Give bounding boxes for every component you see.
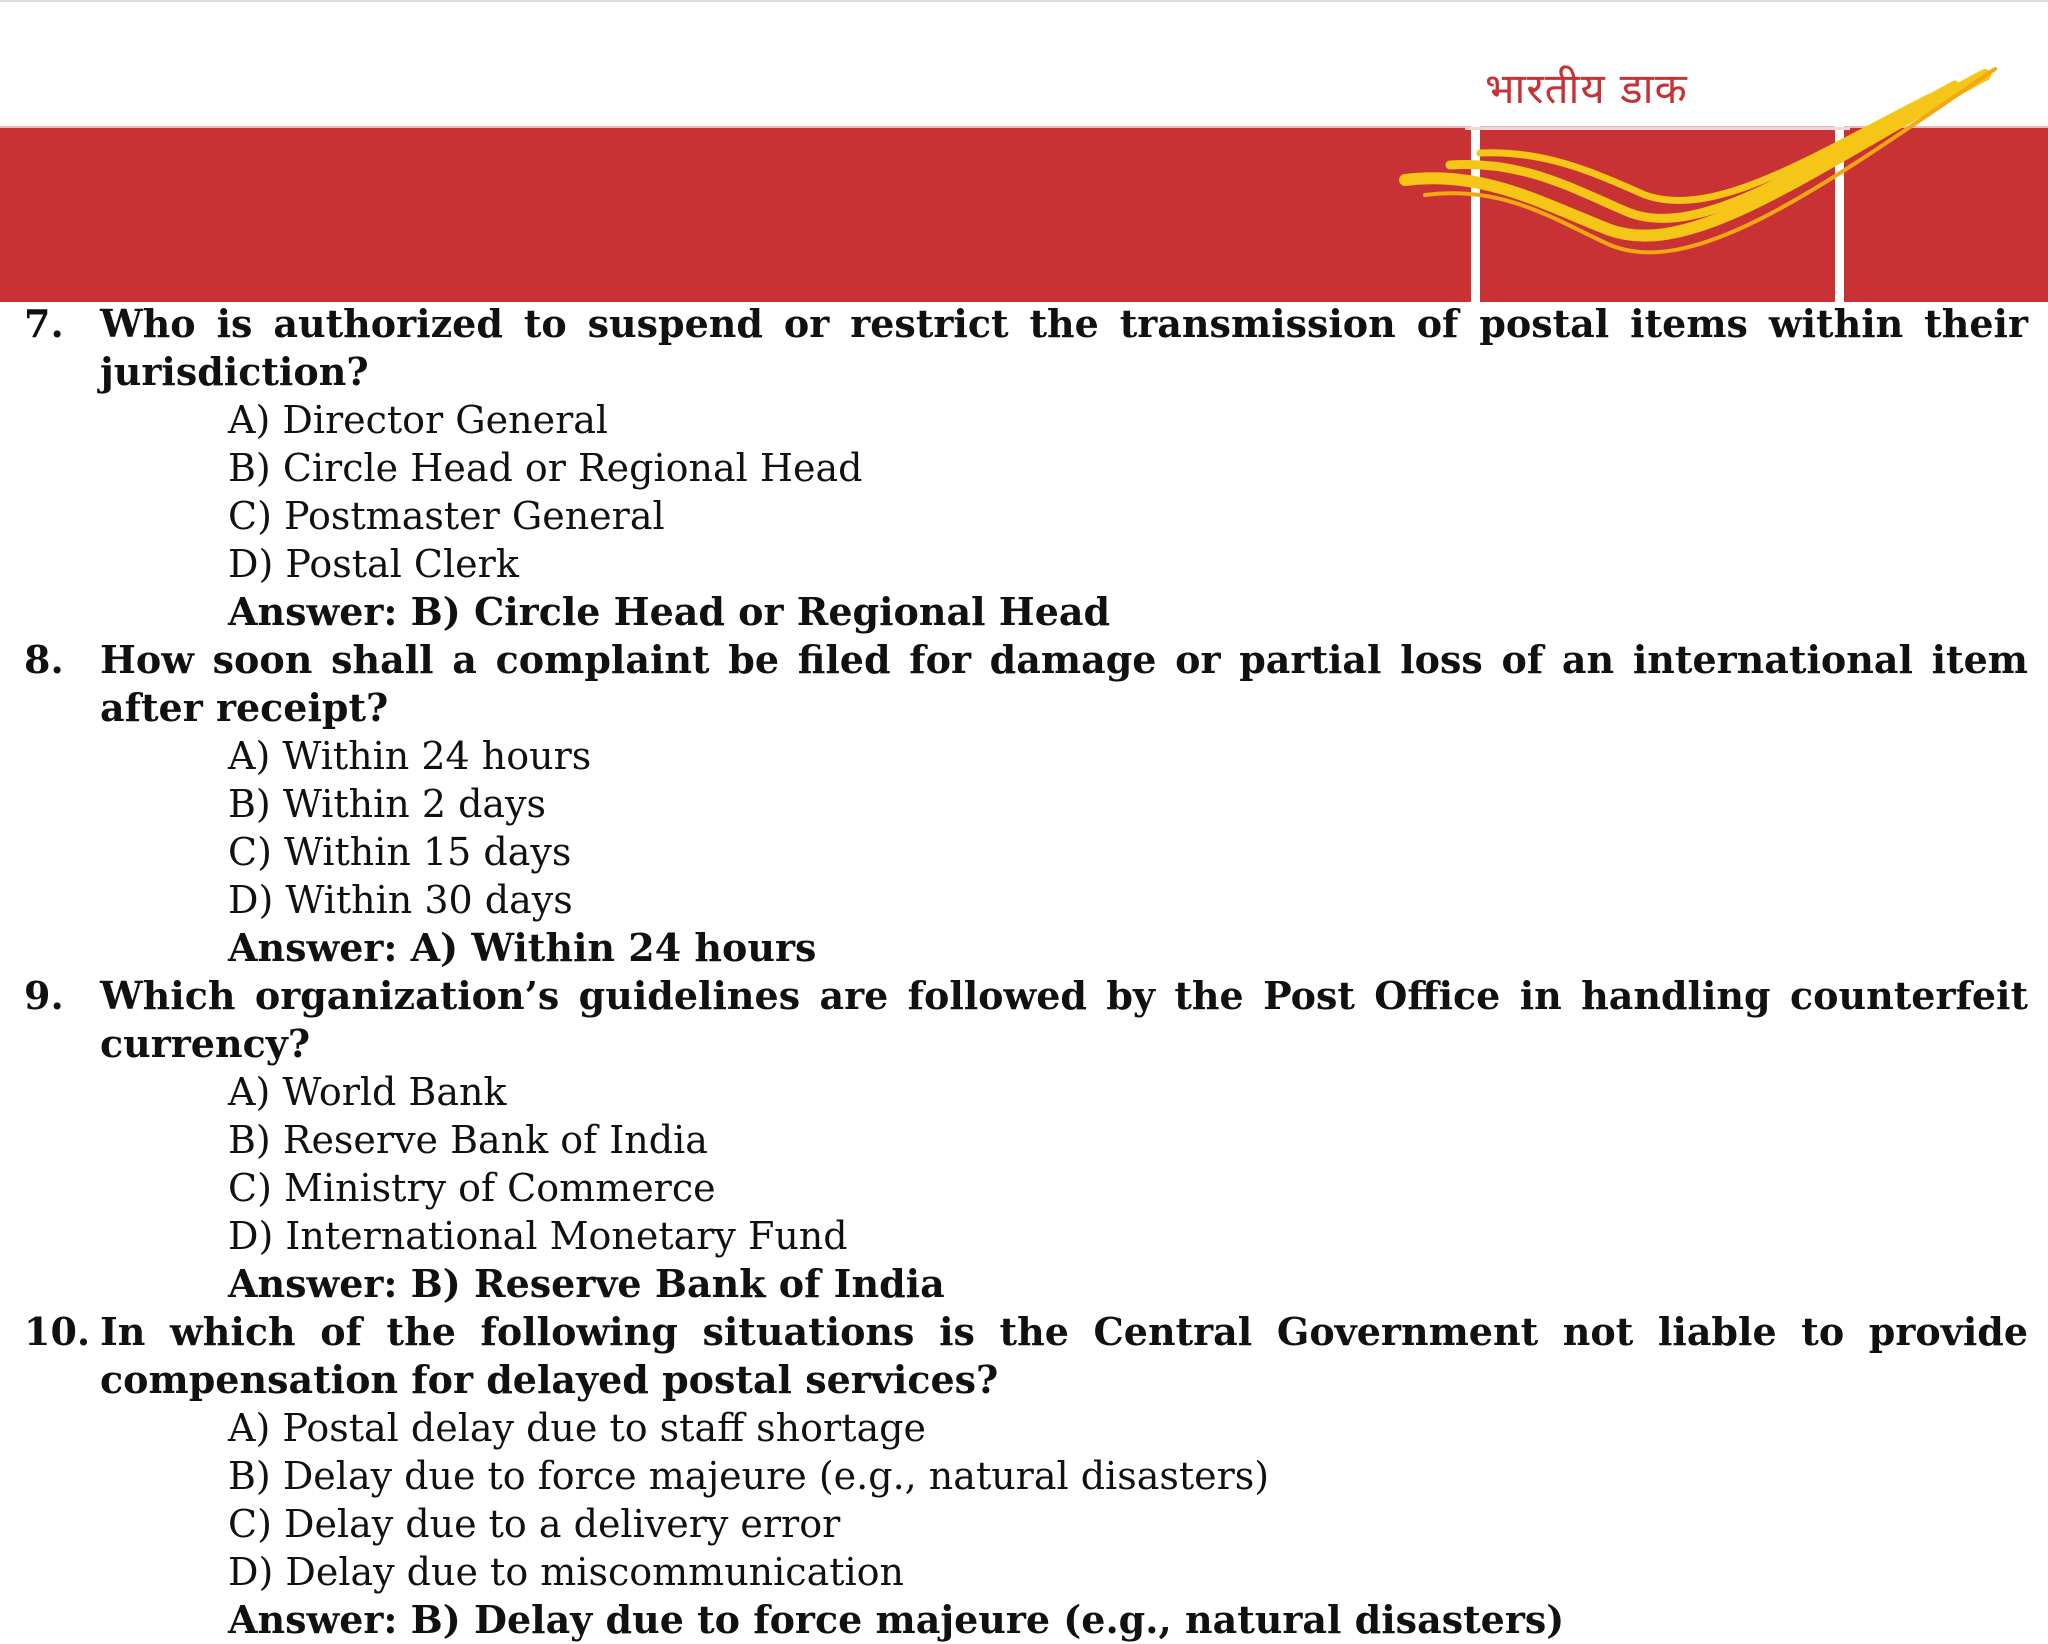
option-b: B) Reserve Bank of India bbox=[228, 1118, 708, 1162]
question-8 bbox=[0, 636, 2048, 972]
option-b: B) Within 2 days bbox=[228, 782, 547, 826]
logo-text: भारतीय डाक bbox=[1485, 64, 1688, 113]
option-d: D) Within 30 days bbox=[228, 878, 573, 922]
question-number: 9. bbox=[24, 973, 64, 1018]
option-c: C) Within 15 days bbox=[228, 830, 572, 874]
answer: Answer: B) Reserve Bank of India bbox=[228, 1261, 945, 1306]
option-c: C) Postmaster General bbox=[228, 494, 665, 538]
question-7 bbox=[0, 300, 2048, 636]
answer: Answer: A) Within 24 hours bbox=[228, 925, 817, 970]
question-text: In which of the following situations is the Central Government not liable to provide compensation for delayed postal services? bbox=[100, 1309, 2028, 1402]
option-a: A) Director General bbox=[228, 398, 609, 442]
question-number: 8. bbox=[24, 637, 64, 682]
option-b: B) Delay due to force majeure (e.g., natural disasters) bbox=[228, 1454, 1270, 1498]
question-number: 7. bbox=[24, 301, 64, 346]
question-10 bbox=[0, 1308, 2048, 1644]
question-text: Which organization’s guidelines are followed by the Post Office in handling counterfeit currency? bbox=[100, 973, 2028, 1066]
question-list bbox=[0, 300, 2048, 1644]
option-a: A) Within 24 hours bbox=[228, 734, 592, 778]
option-c: C) Ministry of Commerce bbox=[228, 1166, 716, 1210]
question-9 bbox=[0, 972, 2048, 1308]
option-c: C) Delay due to a delivery error bbox=[228, 1502, 841, 1546]
option-d: D) International Monetary Fund bbox=[228, 1214, 848, 1258]
option-d: D) Delay due to miscommunication bbox=[228, 1550, 905, 1594]
option-a: A) World Bank bbox=[228, 1070, 507, 1114]
question-text: How soon shall a complaint be filed for damage or partial loss of an international item after receipt? bbox=[100, 637, 2028, 730]
question-text: Who is authorized to suspend or restrict the transmission of postal items within their jurisdiction? bbox=[100, 301, 2028, 394]
option-b: B) Circle Head or Regional Head bbox=[228, 446, 863, 490]
answer: Answer: B) Delay due to force majeure (e.g., natural disasters) bbox=[228, 1597, 1565, 1642]
answer: Answer: B) Circle Head or Regional Head bbox=[228, 589, 1111, 634]
question-number: 10. bbox=[24, 1309, 91, 1354]
option-a: A) Postal delay due to staff shortage bbox=[228, 1406, 926, 1450]
option-d: D) Postal Clerk bbox=[228, 542, 519, 586]
